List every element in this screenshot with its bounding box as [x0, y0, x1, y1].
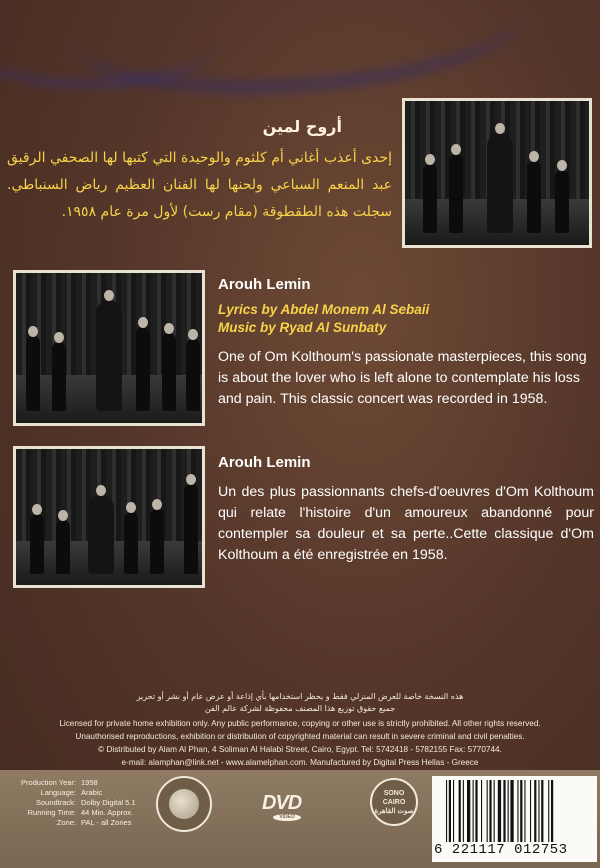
barcode-bars — [446, 780, 586, 842]
legal-notice-arabic-1: هذه النسخة خاصة للعرض المنزلي فقط و يحظر استخدامها بأي إذاعة أو عرض عام أو نشر أو تحرير — [136, 692, 464, 701]
barcode-number: 6 221117 012753 — [434, 842, 568, 858]
sono-cairo-arabic-label: صوت القاهرة — [374, 807, 414, 815]
lyrics-credit: Lyrics by Abdel Monem Al Sebaii — [218, 302, 430, 317]
contact-manufacturer: e-mail: alamphan@link.net - www.alamelphan.com. Manufactured by Digital Press Hellas - Greece — [121, 758, 479, 767]
legal-notice-arabic-2: جميع حقوق توزيع هذا المصنف محفوظة لشركة عالم الفن — [204, 704, 396, 713]
technical-specs — [12, 778, 136, 828]
legal-notice-license: Licensed for private home exhibition only. Any public performance, copying or other use is strictly prohibited. All other rights reserved. — [59, 719, 541, 728]
concert-photo-middle — [13, 270, 205, 426]
barcode — [432, 776, 597, 862]
spec-row: Soundtrack: Dolby Digital 5.1 — [35, 798, 136, 807]
french-song-title: Arouh Lemin — [218, 454, 311, 471]
french-description: Un des plus passionnants chefs-d'oeuvres d'Om Kolthoum qui relate l'histoire d'un amoureux abandonné pour contempler sa douleur et sa perte..Cette classique d'Om Kolthoum a été enregistrée en 1958. — [218, 484, 594, 563]
sono-cairo-logo — [370, 778, 418, 826]
spec-row: Language: Arabic — [40, 788, 103, 797]
arabic-song-title: أروح لمين — [262, 117, 342, 136]
english-song-title: Arouh Lemin — [218, 276, 311, 293]
spec-row: Running Time: 44 Min. Approx. — [27, 808, 134, 817]
spec-row: Zone: PAL - all Zones — [56, 818, 132, 827]
globe-icon — [169, 789, 199, 819]
dvd-logo: DVD — [262, 792, 302, 814]
dvd-video-label: VIDEO — [273, 814, 301, 821]
music-credit: Music by Ryad Al Sunbaty — [218, 320, 387, 335]
english-description: One of Om Kolthoum's passionate masterpieces, this song is about the lover who is left alone to contemplate his loss and pain. This classic concert was recorded in 1958. — [218, 349, 587, 407]
distributor-address: © Distributed by Alam Al Phan, 4 Soliman Al Halabi Street, Cairo, Egypt. Tel: 5742418 - 5782155 Fax: 5770744. — [98, 745, 502, 754]
arabic-description: إحدى أعذب أغاني أم كلثوم والوحيدة التي كتبها لها الصحفي الرقيق عبد المنعم السباعي ولحنها لها الفنان العظيم رياض السنباطي. سجلت هذه الطقطوقة (مقام رست) لأول مرة عام ١٩٥٨. — [7, 150, 392, 220]
concert-photo-top — [402, 98, 592, 248]
decorative-swoosh — [66, 0, 534, 106]
sono-cairo-label: SONO CAIRO — [382, 789, 406, 806]
alam-al-phan-logo — [156, 776, 212, 832]
spec-row: Production Year: 1958 — [20, 778, 98, 787]
legal-notice-penalties: Unauthorised reproductions, exhibition or distribution of copyrighted material can result in severe criminal and civil penalties. — [75, 732, 525, 741]
concert-photo-bottom — [13, 446, 205, 588]
